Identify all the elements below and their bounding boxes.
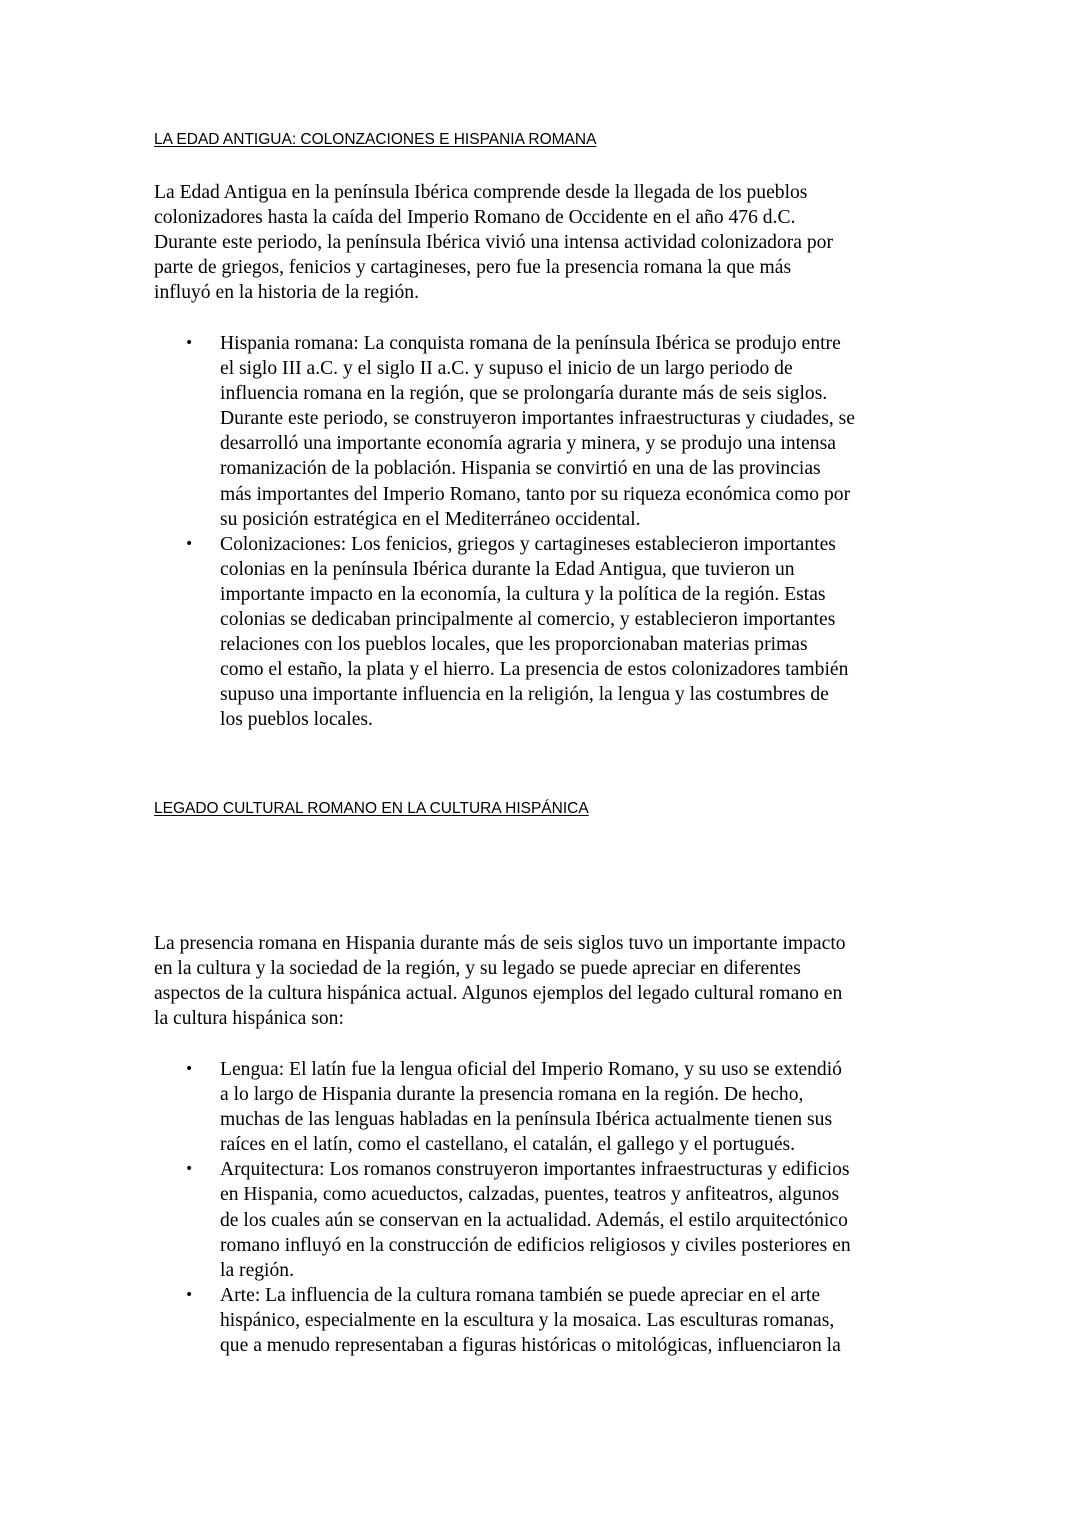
bullet-icon: • — [185, 1286, 194, 1303]
bullet-icon: • — [185, 535, 194, 552]
text-line: romanización de la población. Hispania se convirtió en una de las provincias — [220, 458, 821, 480]
text-line: de los cuales aún se conservan en la actualidad. Además, el estilo arquitectónico — [220, 1209, 848, 1231]
text-line: Arquitectura: Los romanos construyeron importantes infraestructuras y edificios — [220, 1159, 850, 1181]
text-line: la región. — [220, 1259, 294, 1281]
text-line: influencia romana en la región, que se prolongaría durante más de seis siglos. — [220, 383, 828, 405]
section-heading-edad-antigua: LA EDAD ANTIGUA: COLONZACIONES E HISPANIA ROMANA — [154, 131, 597, 148]
list-item-hispania-romana — [154, 331, 934, 532]
list-item-lengua — [154, 1057, 934, 1157]
text-line: Arte: La influencia de la cultura romana también se puede apreciar en el arte — [220, 1284, 821, 1306]
text-line: Lengua: El latín fue la lengua oficial del Imperio Romano, y su uso se extendió — [220, 1059, 842, 1080]
bullet-icon: • — [185, 1161, 194, 1178]
text-line: en la cultura y la sociedad de la región, y su legado se puede apreciar en diferentes — [154, 958, 801, 980]
text-line: Durante este periodo, la península Ibérica vivió una intensa actividad colonizadora por — [154, 232, 833, 254]
intro-paragraph-legado-cultural — [154, 931, 934, 1031]
text-line: supuso una importante influencia en la religión, la lengua y las costumbres de — [220, 684, 829, 706]
text-line: importante impacto en la economía, la cultura y la política de la región. Estas — [220, 583, 826, 605]
intro-paragraph-edad-antigua — [154, 180, 934, 305]
text-line: desarrolló una importante economía agraria y minera, y se produjo una intensa — [220, 433, 836, 455]
text-line: Hispania romana: La conquista romana de la península Ibérica se produjo entre — [220, 333, 841, 354]
text-line: el siglo III a.C. y el siglo II a.C. y supuso el inicio de un largo periodo de — [220, 358, 793, 380]
text-line: relaciones con los pueblos locales, que les proporcionaban materias primas — [220, 634, 808, 656]
text-line: La Edad Antigua en la península Ibérica comprende desde la llegada de los pueblos — [154, 182, 808, 203]
bullet-list-legado-cultural — [154, 1057, 934, 1358]
text-line: colonias en la península Ibérica durante la Edad Antigua, que tuvieron un — [220, 558, 795, 580]
list-item-colonizaciones — [154, 532, 934, 733]
list-item-arquitectura — [154, 1157, 934, 1282]
bullet-list-edad-antigua — [154, 331, 934, 733]
text-line: hispánico, especialmente en la escultura y la mosaica. Las esculturas romanas, — [220, 1309, 835, 1331]
text-line: romano influyó en la construcción de edificios religiosos y civiles posteriores en — [220, 1234, 851, 1256]
list-item-arte — [154, 1283, 934, 1358]
text-line: colonizadores hasta la caída del Imperio Romano de Occidente en el año 476 d.C. — [154, 207, 796, 229]
text-line: su posición estratégica en el Mediterráneo occidental. — [220, 508, 641, 530]
text-line: más importantes del Imperio Romano, tanto por su riqueza económica como por — [220, 483, 851, 505]
section-heading-legado-cultural: LEGADO CULTURAL ROMANO EN LA CULTURA HISPÁNICA — [154, 800, 589, 817]
text-line: la cultura hispánica son: — [154, 1008, 344, 1030]
text-line: influyó en la historia de la región. — [154, 282, 419, 304]
text-line: en Hispania, como acueductos, calzadas, puentes, teatros y anfiteatros, algunos — [220, 1184, 840, 1206]
bullet-icon: • — [185, 1061, 194, 1077]
text-line: como el estaño, la plata y el hierro. La presencia de estos colonizadores también — [220, 659, 849, 681]
text-line: que a menudo representaban a figuras históricas o mitológicas, influenciaron la — [220, 1335, 841, 1357]
text-line: raíces en el latín, como el castellano, el catalán, el gallego y el portugués. — [220, 1134, 796, 1156]
text-line: los pueblos locales. — [220, 709, 373, 731]
text-line: parte de griegos, fenicios y cartagineses, pero fue la presencia romana la que más — [154, 257, 792, 279]
text-line: Durante este periodo, se construyeron importantes infraestructuras y ciudades, se — [220, 408, 855, 430]
text-line: aspectos de la cultura hispánica actual. Algunos ejemplos del legado cultural romano en — [154, 983, 843, 1005]
text-line: colonias se dedicaban principalmente al comercio, y establecieron importantes — [220, 609, 836, 631]
text-line: muchas de las lenguas habladas en la península Ibérica actualmente tienen sus — [220, 1109, 833, 1131]
text-line: La presencia romana en Hispania durante más de seis siglos tuvo un importante impacto — [154, 933, 846, 954]
bullet-icon: • — [185, 335, 194, 351]
text-line: Colonizaciones: Los fenicios, griegos y cartagineses establecieron importantes — [220, 533, 836, 555]
text-line: a lo largo de Hispania durante la presencia romana en la región. De hecho, — [220, 1084, 804, 1106]
